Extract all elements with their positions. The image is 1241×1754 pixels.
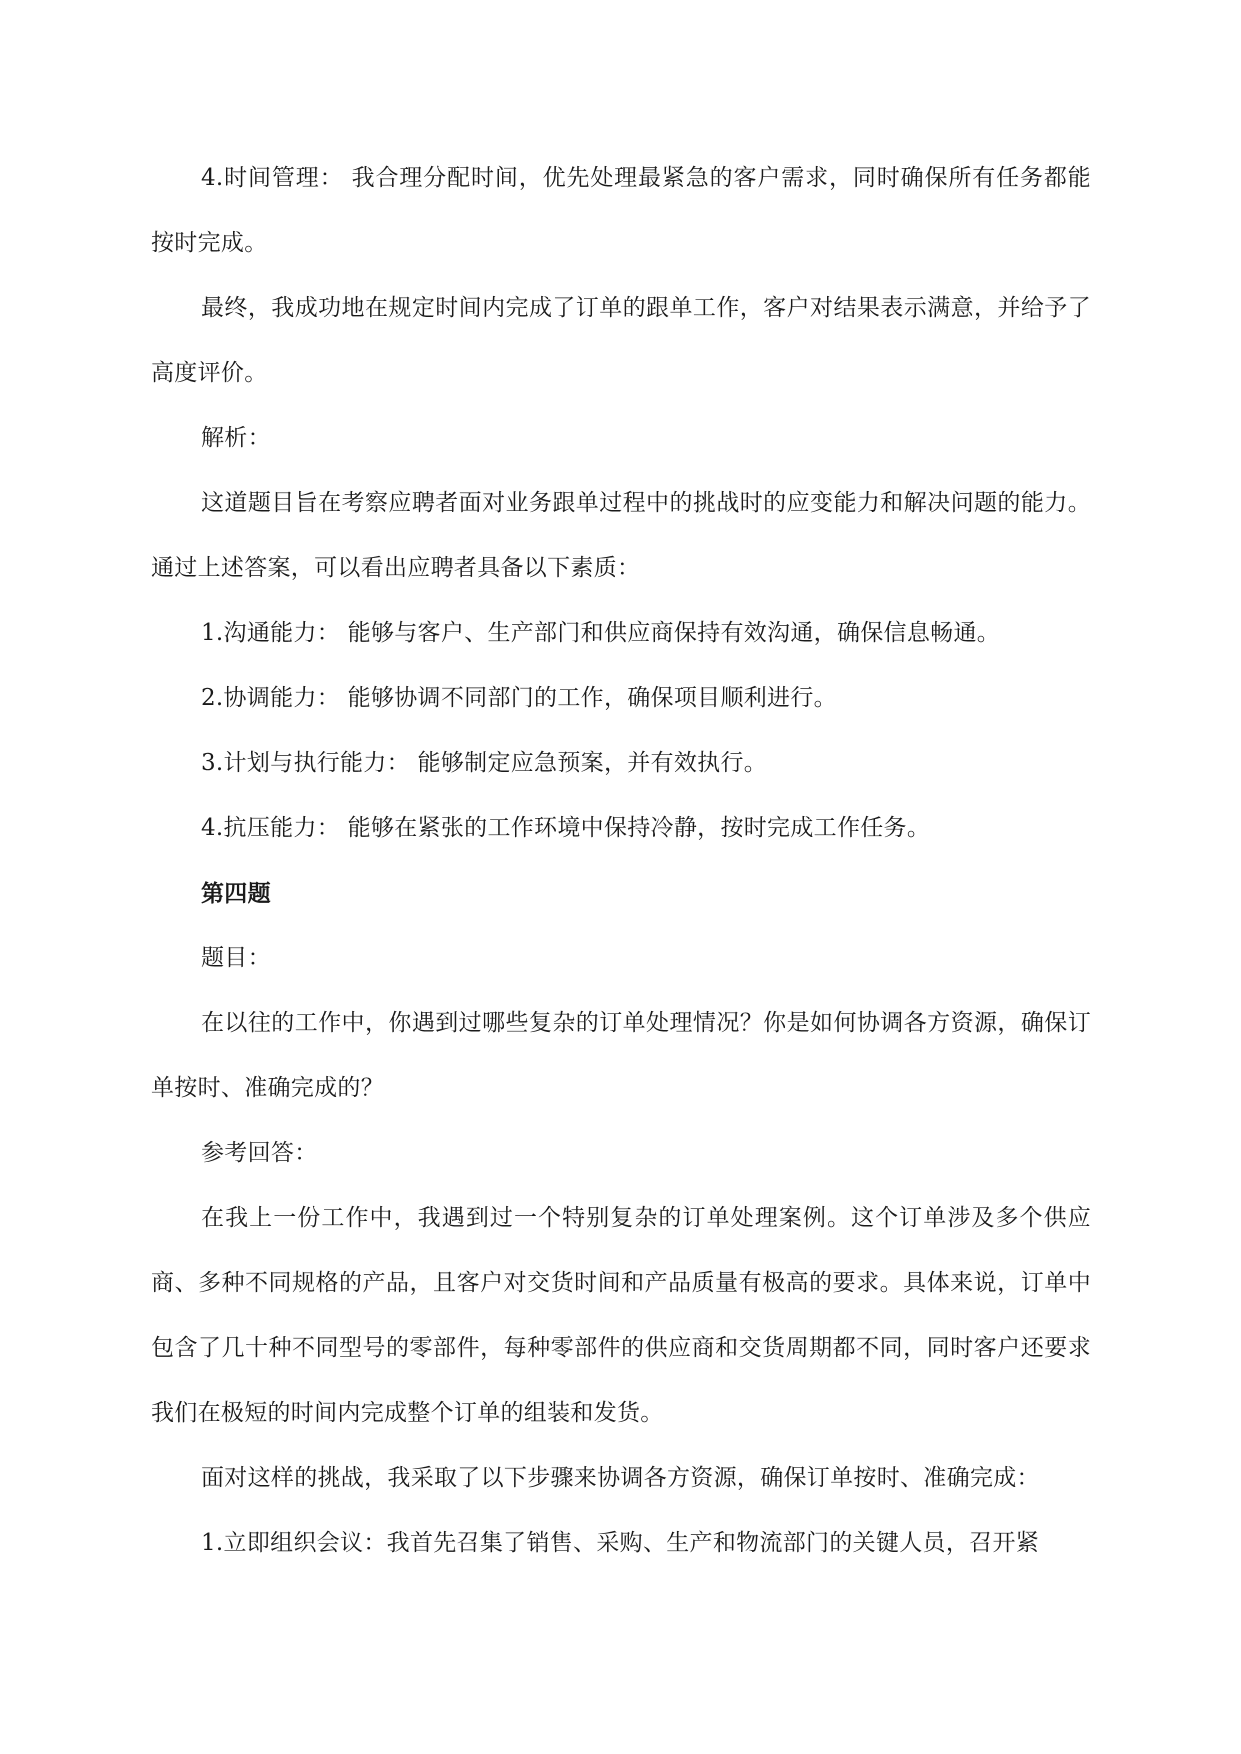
list-item-organize-meeting: 1.立即组织会议：我首先召集了销售、采购、生产和物流部门的关键人员，召开紧	[201, 1530, 1040, 1556]
section-heading-question-four: 第四题	[201, 880, 271, 907]
list-item-communication: 1.沟通能力： 能够与客户、生产部门和供应商保持有效沟通，确保信息畅通。	[201, 620, 1001, 646]
label-analysis: 解析：	[201, 425, 271, 451]
paragraph-question-text: 在以往的工作中，你遇到过哪些复杂的订单处理情况？你是如何协调各方资源，确保订单按时、准确完成的？	[151, 1010, 1091, 1101]
paragraph-answer-case: 在我上一份工作中，我遇到过一个特别复杂的订单处理案例。这个订单涉及多个供应商、多种不同规格的产品，且客户对交货时间和产品质量有极高的要求。具体来说，订单中包含了几十种不同型号的零部件，每种零部件的供应商和交货周期都不同，同时客户还要求我们在极短的时间内完成整个订单的组装和发货。	[151, 1205, 1091, 1426]
paragraph-analysis-intro: 这道题目旨在考察应聘者面对业务跟单过程中的挑战时的应变能力和解决问题的能力。通过上述答案，可以看出应聘者具备以下素质：	[151, 490, 1091, 581]
paragraph-answer-steps-intro: 面对这样的挑战，我采取了以下步骤来协调各方资源，确保订单按时、准确完成：	[201, 1465, 1040, 1491]
label-reference-answer: 参考回答：	[201, 1140, 318, 1166]
document-page	[151, 146, 1091, 1576]
label-question: 题目：	[201, 945, 271, 971]
paragraph-final-result: 最终，我成功地在规定时间内完成了订单的跟单工作，客户对结果表示满意，并给予了高度评价。	[151, 295, 1091, 386]
list-item-pressure: 4.抗压能力： 能够在紧张的工作环境中保持冷静，按时完成工作任务。	[201, 815, 931, 841]
list-item-planning: 3.计划与执行能力： 能够制定应急预案，并有效执行。	[201, 750, 768, 776]
paragraph-time-management: 4.时间管理： 我合理分配时间，优先处理最紧急的客户需求，同时确保所有任务都能按时完成。	[151, 165, 1091, 256]
list-item-coordination: 2.协调能力： 能够协调不同部门的工作，确保项目顺利进行。	[201, 685, 837, 711]
